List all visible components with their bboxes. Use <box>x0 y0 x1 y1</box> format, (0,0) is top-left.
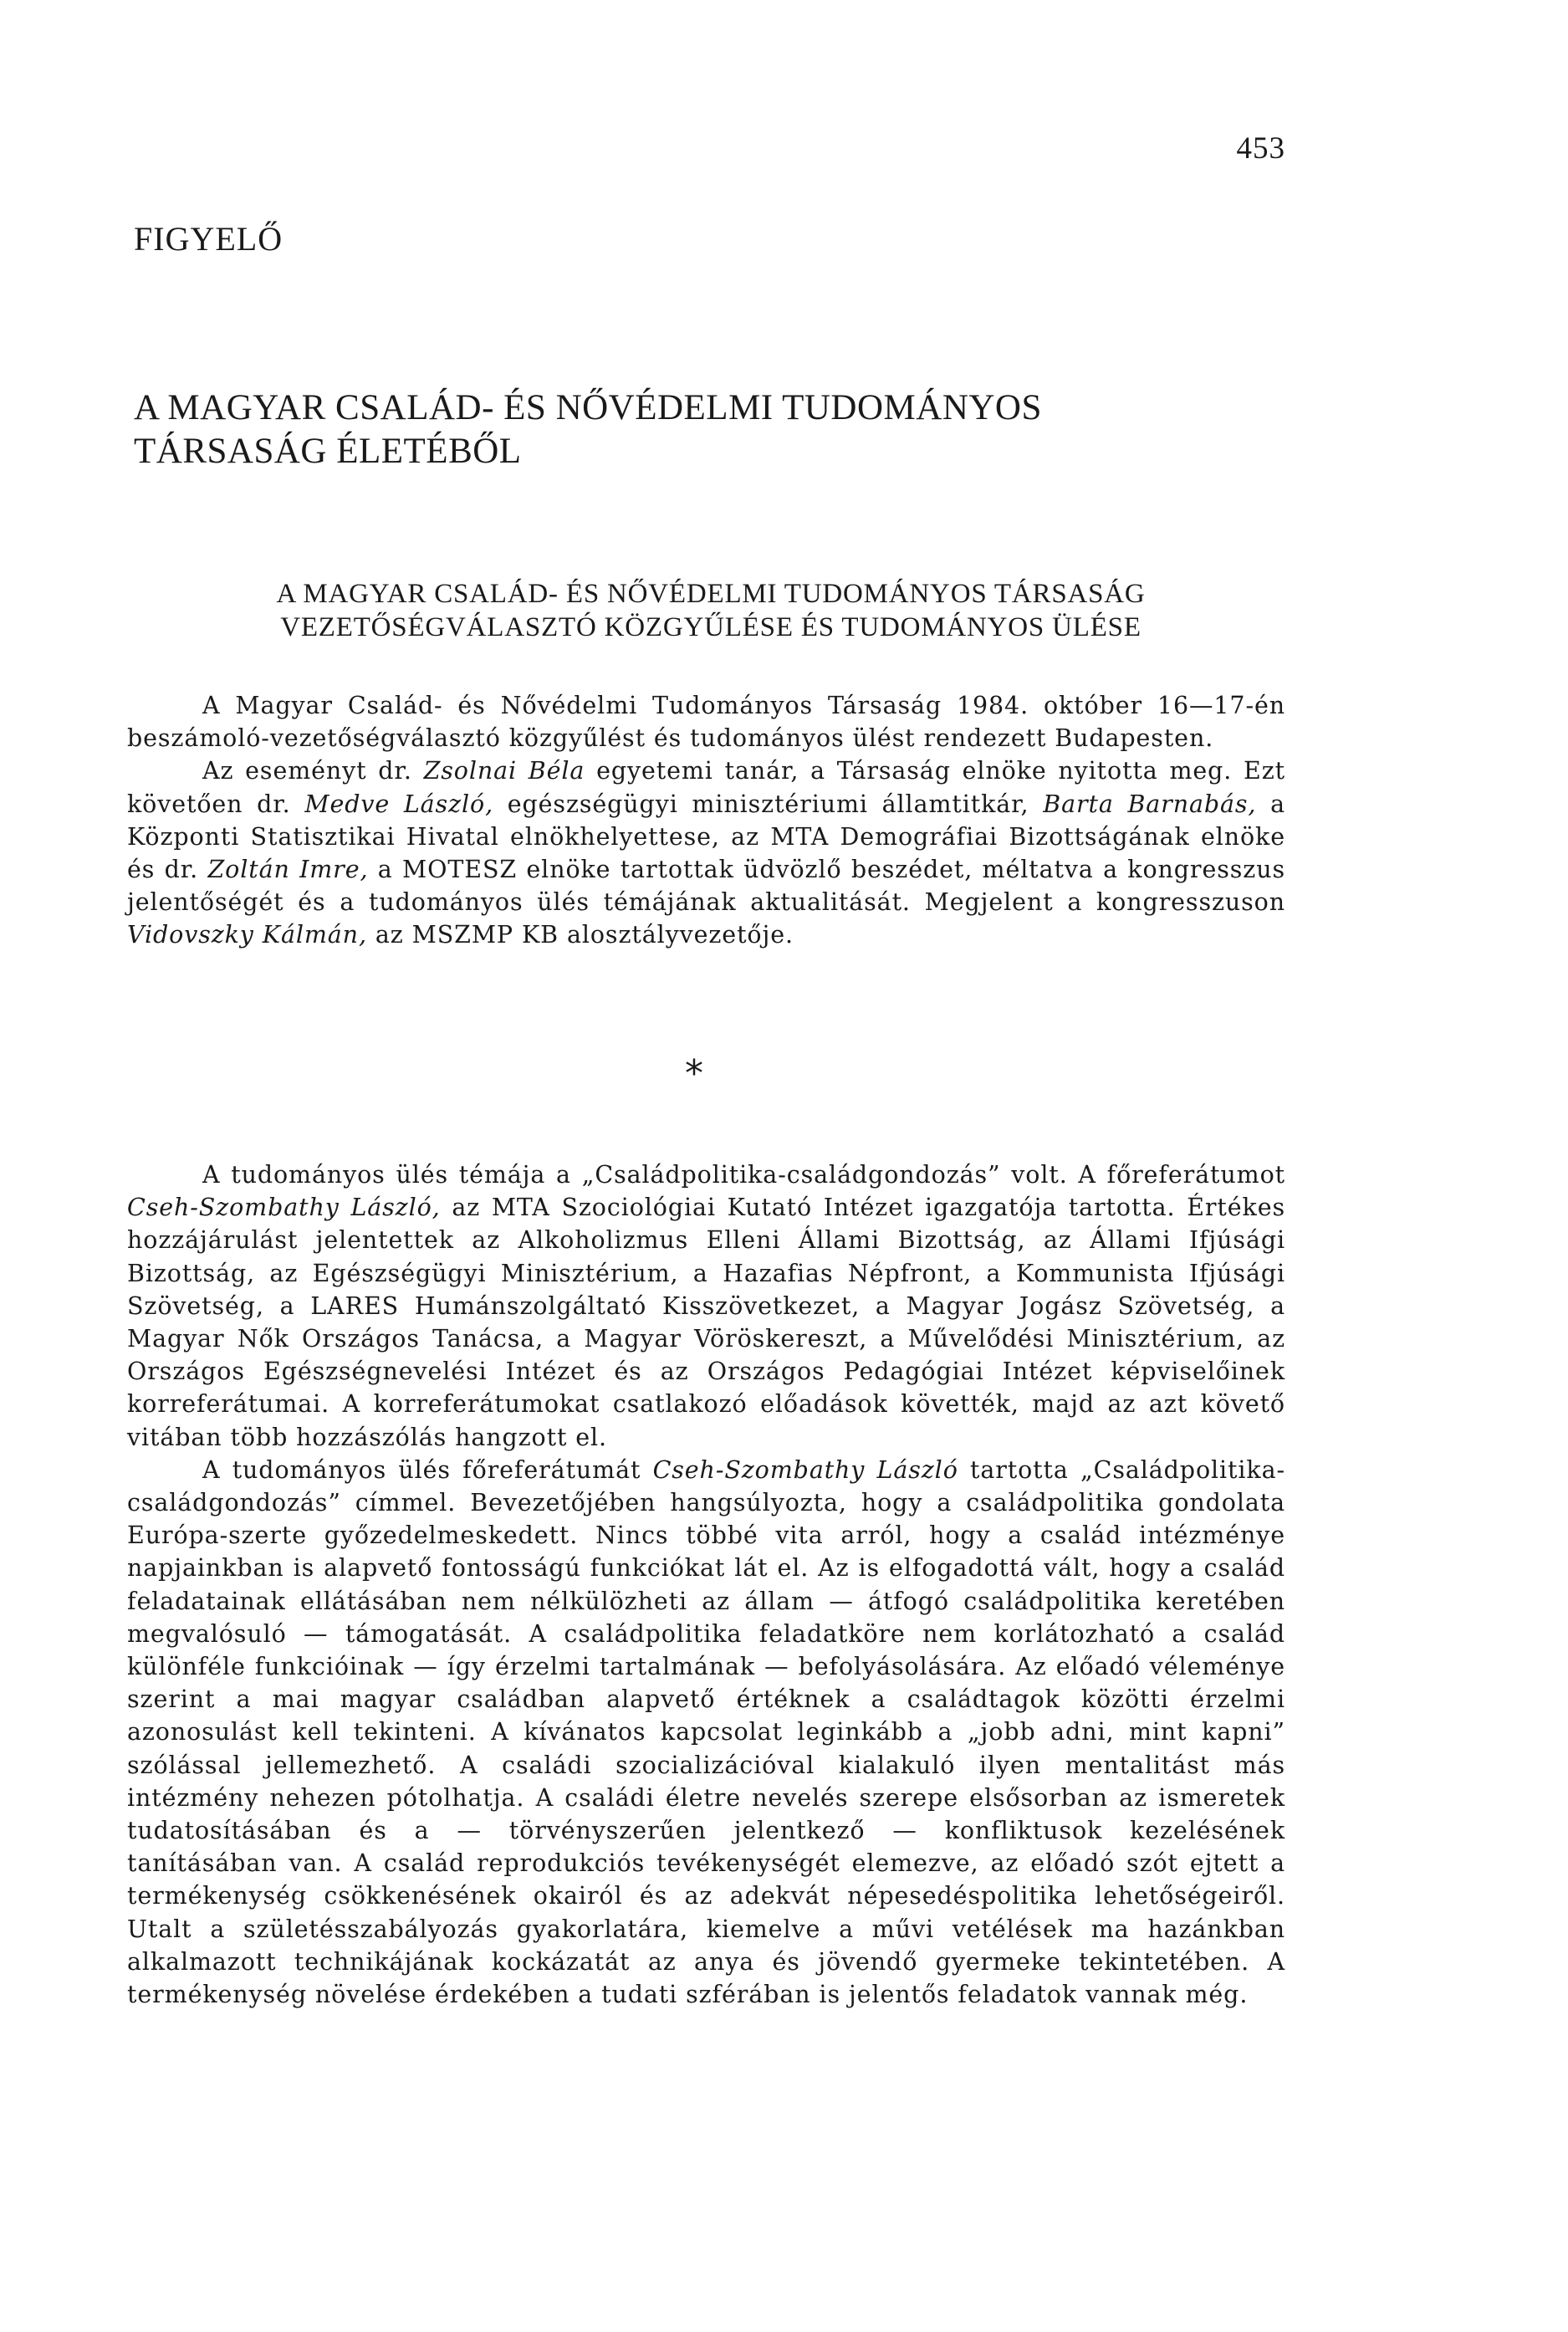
person-name: Cseh-Szombathy László <box>652 1455 958 1484</box>
person-name: Zsolnai Béla <box>423 757 585 785</box>
intro-section <box>127 689 1285 952</box>
subtitle-line-2: VEZETŐSÉGVÁLASZTÓ KÖZGYŰLÉSE ÉS TUDOMÁNYOS ÜLÉSE <box>280 612 1142 642</box>
text-run: az MSZMP KB alosztályvezetője. <box>366 921 794 949</box>
intro-paragraph-1: A Magyar Család- és Nővédelmi Tudományos Társaság 1984. október 16—17-én beszámoló-vezetőségválasztó közgyűlést és tudományos ülést rendezett Budapesten. <box>127 692 1285 753</box>
text-run: a Központi Statisztikai Hivatal elnökhelyettese, az MTA Demográfiai Bizottságának elnöke és dr. <box>127 790 1285 884</box>
text-run: a MOTESZ elnöke tartottak üdvözlő beszédet, méltatva a kongresszus jelentőségét és a tudományos ülés témájának aktualitását. Megjelent a kongresszuson <box>127 856 1285 917</box>
person-name: Medve László, <box>304 790 494 818</box>
text-run: tartotta „Családpolitika-családgondozás” címmel. Bevezetőjében hangsúlyozta, hogy a családpolitika gondolata Európa-szerte győzedelmeskedett. Nincs többé vita arról, hogy a család intézménye napjainkban is alapvető fontosságú funkciókat lát el. Az is elfogadottá vált, hogy a család feladatainak ellátásában nem nélkülözheti az állam — átfogó családpolitika keretében megvalósuló — támogatását. A családpolitika feladatköre nem korlátozható a család különféle funkcióinak — így érzelmi tartalmának — befolyásolására. Az előadó véleménye szerint a mai magyar családban alapvető értéknek a családtagok közötti érzelmi azonosulást kell tekinteni. A kívánatos kapcsolat leginkább a „jobb adni, mint kapni” szólással jellemezhető. A családi szocializációval kialakuló ilyen mentalitást más intézmény nehezen pótolhatja. A családi életre nevelés szerepe elsősorban az ismeretek tudatosításában és a — törvényszerűen jelentkező — konfliktusok kezelésének tanításában van. A család reprodukciós tevékenységét elemezve, az előadó szót ejtett a termékenység csökkenésének okairól és az adekvát népesedéspolitika lehetőségeiről. Utalt a születésszabályozás gyakorlatára, kiemelve a művi vetélések ma hazánkban alkalmazott technikájának kockázatát az anya és jövendő gyermeke tekintetében. A termékenység növelése érdekében a tudati szférában is jelentős feladatok vannak még. <box>127 1455 1285 2009</box>
article-title: A MAGYAR CSALÁD- ÉS NŐVÉDELMI TUDOMÁNYOS TÁRSASÁG ÉLETÉBŐL <box>134 388 1042 471</box>
text-run: A tudományos ülés témája a „Családpolitika-családgondozás” volt. A főreferátumot <box>202 1161 1285 1189</box>
intro-paragraph-2 <box>127 754 1285 951</box>
subtitle-line-1: A MAGYAR CSALÁD- ÉS NŐVÉDELMI TUDOMÁNYOS TÁRSASÁG <box>276 579 1146 609</box>
article-subtitle <box>134 577 1288 644</box>
text-run: Az eseményt dr. <box>202 757 424 785</box>
body-section <box>127 1158 1285 2011</box>
text-run: egészségügyi minisztériumi államtitkár, <box>493 790 1044 818</box>
text-run: A tudományos ülés főreferátumát <box>202 1455 653 1484</box>
section-label: FIGYELŐ <box>134 220 283 258</box>
person-name: Zoltán Imre, <box>207 856 369 884</box>
body-paragraph-1 <box>127 1158 1285 1454</box>
asterisk-separator: * <box>685 1052 703 1095</box>
body-paragraph-2 <box>127 1454 1285 2011</box>
text-run: egyetemi tanár, a Társaság elnöke nyitotta meg. Ezt követően dr. <box>127 757 1285 818</box>
page-number: 453 <box>1236 131 1285 166</box>
person-name: Vidovszky Kálmán, <box>127 921 367 949</box>
text-run: az MTA Szociológiai Kutató Intézet igazgatója tartotta. Értékes hozzájárulást jelentettek az Alkoholizmus Elleni Állami Bizottság, az Állami Ifjúsági Bizottság, az Egészségügyi Minisztérium, a Hazafias Népfront, a Kommunista Ifjúsági Szövetség, a LARES Humánszolgáltató Kisszövetkezet, a Magyar Jogász Szövetség, a Magyar Nők Országos Tanácsa, a Magyar Vöröskereszt, a Művelődési Minisztérium, az Országos Egészségnevelési Intézet és az Országos Pedagógiai Intézet képviselőinek korreferátumai. A korreferátumokat csatlakozó előadások követték, majd az azt követő vitában több hozzászólás hangzott el. <box>127 1194 1285 1451</box>
person-name: Barta Barnabás, <box>1043 790 1257 818</box>
person-name: Cseh-Szombathy László, <box>127 1194 441 1222</box>
